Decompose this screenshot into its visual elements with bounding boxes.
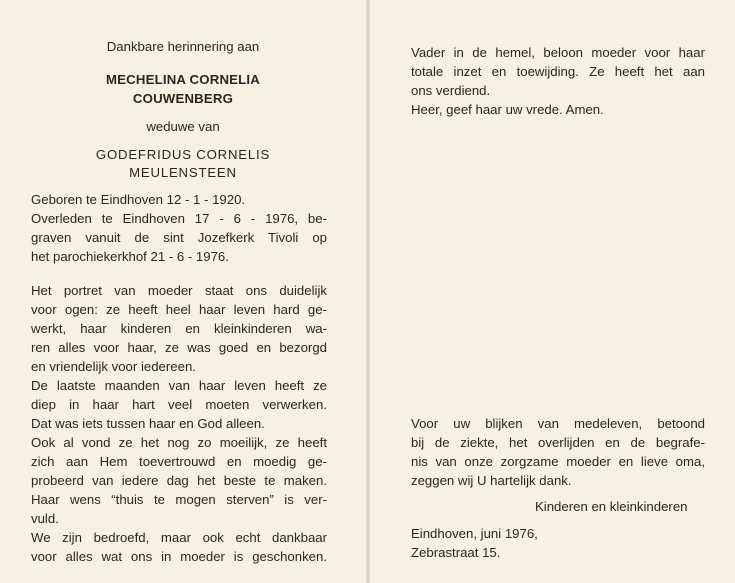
detail-line: het parochiekerkhof 21 - 6 - 1976.	[31, 249, 229, 264]
place-date: Eindhoven, juni 1976,	[411, 526, 538, 541]
tribute-line: vuld.	[31, 511, 59, 526]
prayer-line: totale inzet en toewijding. Ze heeft het aan	[411, 64, 705, 79]
tribute-line: ren alles voor haar, ze was goed en bezorgd	[31, 340, 327, 355]
detail-line: Overleden te Eindhoven 17 - 6 - 1976, be-	[31, 211, 327, 226]
tribute-line: voor alles wat ons in moeder is geschonken.	[31, 549, 327, 564]
husband-name-line1: GODEFRIDUS CORNELIS	[95, 147, 271, 162]
detail-line: Geboren te Eindhoven 12 - 1 - 1920.	[31, 192, 246, 207]
tribute-line: zich aan Hem toevertrouwd en moedig ge-	[31, 454, 327, 469]
tribute-line: Dat was iets tussen haar en God alleen.	[31, 416, 265, 431]
prayer-line: Heer, geef haar uw vrede. Amen.	[411, 102, 604, 117]
left-page	[0, 0, 366, 583]
thanks-line: Voor uw blijken van medeleven, betoond	[411, 416, 705, 431]
thanks-line: bij de ziekte, het overlijden en de begrafe-	[411, 435, 705, 450]
tribute-line: en vriendelijk voor iedereen.	[31, 359, 196, 374]
deceased-name-line1: MECHELINA CORNELIA	[105, 72, 261, 87]
thanks-line: zeggen wij U hartelijk dank.	[411, 473, 572, 488]
tribute-line: Haar wens “thuis te mogen sterven” is ver-	[31, 492, 327, 507]
prayer-line: ons verdiend.	[411, 83, 491, 98]
tribute-line: werkt, haar kinderen en kleinkinderen wa-	[31, 321, 327, 336]
tribute-line: We zijn bedroefd, maar ook echt dankbaar	[31, 530, 327, 545]
prayer-line: Vader in de hemel, beloon moeder voor haar	[411, 45, 705, 60]
address: Zebrastraat 15.	[411, 545, 501, 560]
intro-text: Dankbare herinnering aan	[106, 39, 260, 54]
right-page	[370, 0, 735, 583]
deceased-name-line2: COUWENBERG	[132, 91, 234, 106]
tribute-line: probeerd van iedere dag het beste te maken.	[31, 473, 327, 488]
tribute-line: voor ogen: ze heeft heel haar leven hard ge-	[31, 302, 327, 317]
husband-name-line2: MEULENSTEEN	[129, 165, 237, 180]
widow-of-text: weduwe van	[146, 119, 220, 134]
signature: Kinderen en kleinkinderen	[535, 499, 688, 514]
tribute-line: De laatste maanden van haar leven heeft ze	[31, 378, 327, 393]
tribute-line: Ook al vond ze het nog zo moeilijk, ze heeft	[31, 435, 327, 450]
tribute-line: Het portret van moeder staat ons duidelijk	[31, 283, 327, 298]
thanks-line: nis van onze zorgzame moeder en lieve oma,	[411, 454, 705, 469]
detail-line: graven vanuit de sint Jozefkerk Tivoli op	[31, 230, 327, 245]
tribute-line: diep in haar hart veel moeten verwerken.	[31, 397, 327, 412]
